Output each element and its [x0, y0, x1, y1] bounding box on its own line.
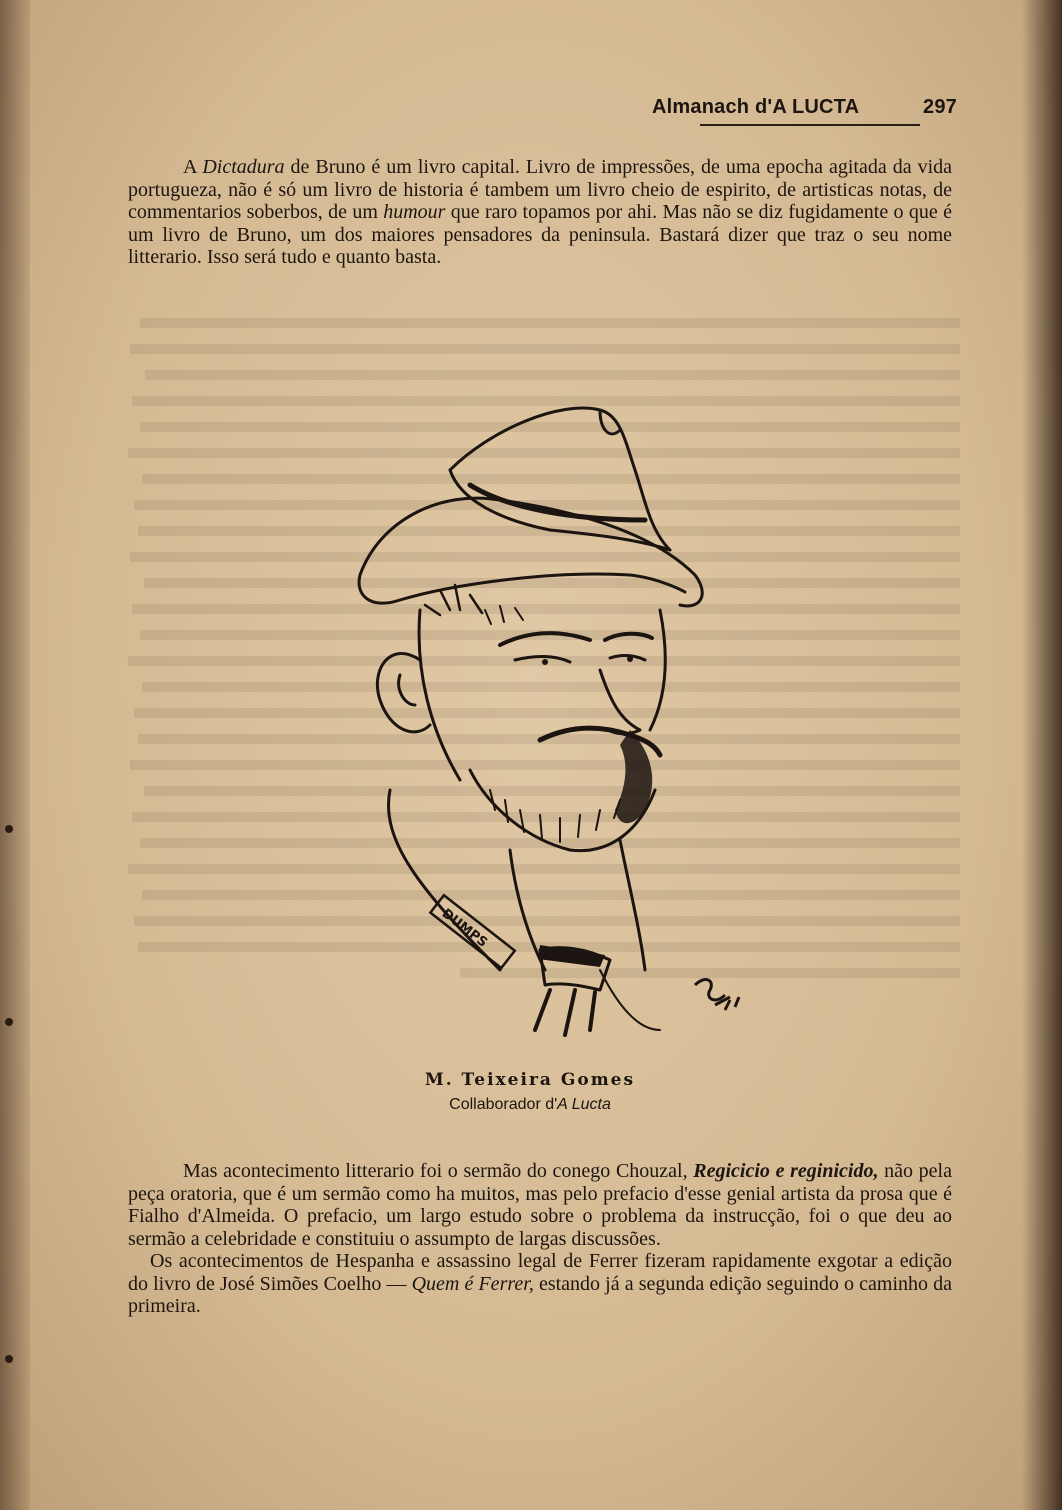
header-rule	[700, 124, 920, 126]
paragraph-dictadura	[128, 156, 952, 269]
page-spine-shadow	[0, 0, 30, 1510]
running-header	[652, 96, 957, 119]
caption-subtitle: Collaborador d'A Lucta	[449, 1096, 611, 1113]
text-run: Os acontecimentos de Hespanha e assassino legal de Ferrer fizeram rapidamente exgotar a edição do livro de José Simões Coelho —	[128, 1250, 952, 1295]
page-number: 297	[923, 96, 957, 118]
sermon-title: Regicicio e reginicido,	[693, 1160, 879, 1182]
artist-mark	[695, 980, 739, 1010]
text-run: A	[183, 156, 203, 178]
word-humour: humour	[383, 201, 446, 223]
caricature-portrait	[300, 370, 760, 1070]
text-run: de Bruno é um livro capital. Livro de impressões, de uma epocha agitada da vida portugueza, não é só um livro de historia é tambem um livro cheio de espirito, de artisticas notas, de commentarios soberbos, de um	[128, 156, 952, 223]
book-title-quem-e-ferrer: Quem é Ferrer,	[411, 1272, 534, 1295]
svg-text:DUMPS: DUMPS	[438, 906, 490, 951]
text-run: que raro topamos por ahi. Mas não se diz fugidamente o que é um livro de Bruno, um dos maiores pensadores da peninsula. Bastará dizer que traz o seu nome litterario. Isso será tudo e quanto basta.	[128, 201, 952, 268]
binding-hole	[5, 1355, 13, 1363]
book-title-dictadura: Dictadura	[202, 156, 285, 178]
caption-name: M. Teixeira Gomes	[424, 1070, 636, 1090]
artist-signature	[430, 895, 514, 968]
binding-hole	[5, 825, 13, 833]
text-run: Mas acontecimento litterario foi o sermão do conego Chouzal,	[183, 1160, 694, 1182]
text-run: estando já a segunda edição seguindo o caminho da primeira.	[128, 1272, 952, 1317]
text-run: não pela peça oratoria, que é um sermão como ha muitos, mas pelo prefacio d'esse genial artista da prosa que é Fialho d'Almeida. O prefacio, um largo estudo sobre o problema da instrucção, foi o que deu ao sermão a celebridade e constituiu o assumpto de largas discussões.	[128, 1160, 952, 1250]
paragraph-sermao	[128, 1160, 952, 1318]
binding-hole	[5, 1018, 13, 1026]
page-edge-shadow	[1022, 0, 1062, 1510]
running-title: Almanach d'A LUCTA	[652, 96, 860, 118]
